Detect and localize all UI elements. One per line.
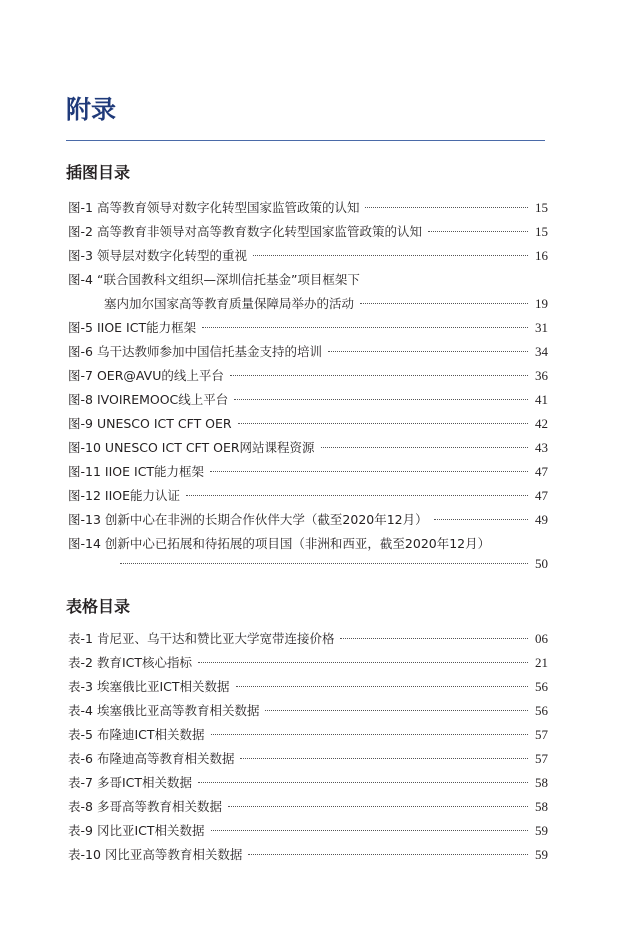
toc-row-table[interactable] [68, 676, 548, 698]
toc-row-table[interactable] [68, 748, 548, 770]
toc-row-figure[interactable] [68, 461, 548, 483]
entry-number: 图-10 [68, 440, 101, 455]
dot-leader [211, 734, 528, 735]
toc-row-figure[interactable] [68, 389, 548, 411]
toc-row-figure[interactable] [68, 341, 548, 363]
entry-title: 高等教育非领导对高等教育数字化转型国家监管政策的认知 [96, 224, 422, 239]
entry-page: 58 [535, 775, 548, 790]
toc-row-table[interactable] [68, 796, 548, 818]
entry-number: 图-11 [68, 464, 101, 479]
entry-title: “联合国教科文组织—深圳信托基金”项目框架下 [96, 272, 360, 287]
toc-row-figure[interactable] [68, 509, 548, 531]
entry-page: 15 [535, 224, 548, 239]
dot-leader [321, 447, 528, 448]
title-rule [66, 140, 545, 141]
entry-page: 41 [535, 392, 548, 407]
toc-row-figure[interactable] [68, 197, 548, 219]
entry-title: 领导层对数字化转型的重视 [96, 248, 247, 263]
dot-leader [234, 399, 528, 400]
dot-leader [228, 806, 528, 807]
toc-row-table[interactable] [68, 844, 548, 866]
dot-leader [328, 351, 528, 352]
entry-number: 图-7 [68, 368, 93, 383]
entry-page: 43 [535, 440, 548, 455]
entry-title: 冈比亚高等教育相关数据 [104, 847, 243, 862]
entry-title: 冈比亚ICT相关数据 [96, 823, 205, 838]
page-title: 附录 [66, 95, 117, 124]
dot-leader [211, 830, 528, 831]
entry-title: 布隆迪ICT相关数据 [96, 727, 205, 742]
entry-page: 50 [535, 556, 548, 571]
entry-title: 教育ICT核心指标 [96, 655, 193, 670]
entry-page: 31 [535, 320, 548, 335]
dot-leader [230, 375, 528, 376]
entry-title: IIOE能力认证 [104, 488, 181, 503]
entry-number: 图-8 [68, 392, 93, 407]
entry-number: 表-4 [68, 703, 93, 718]
entry-number: 图-9 [68, 416, 93, 431]
dot-leader [198, 662, 528, 663]
dot-leader [240, 758, 528, 759]
entry-number: 图-13 [68, 512, 101, 527]
entry-title: 创新中心已拓展和待拓展的项目国（非洲和西亚，截至2020年12月） [104, 536, 491, 551]
entry-title: 乌干达教师参加中国信托基金支持的培训 [96, 344, 322, 359]
entry-number: 图-14 [68, 536, 101, 551]
entry-number: 图-5 [68, 320, 93, 335]
entry-title: IVOIREMOOC线上平台 [96, 392, 229, 407]
entry-title: 埃塞俄比亚高等教育相关数据 [96, 703, 260, 718]
entry-title: IIOE ICT能力框架 [104, 464, 205, 479]
figures-heading: 插图目录 [66, 163, 131, 182]
entry-title: 布隆迪高等教育相关数据 [96, 751, 235, 766]
entry-number: 图-3 [68, 248, 93, 263]
entry-page: 56 [535, 703, 548, 718]
entry-page: 21 [535, 655, 548, 670]
dot-leader [360, 303, 528, 304]
toc-row-table[interactable] [68, 700, 548, 722]
entry-title: UNESCO ICT CFT OER网站课程资源 [104, 440, 315, 455]
entry-title: OER@AVU的线上平台 [96, 368, 224, 383]
toc-row-figure[interactable] [68, 221, 548, 243]
entry-number: 图-4 [68, 272, 93, 287]
entry-number: 表-8 [68, 799, 93, 814]
entry-title: 多哥高等教育相关数据 [96, 799, 222, 814]
entry-number: 表-3 [68, 679, 93, 694]
entry-page: 59 [535, 823, 548, 838]
entry-number: 表-6 [68, 751, 93, 766]
entry-number: 图-2 [68, 224, 93, 239]
dot-leader [365, 207, 528, 208]
entry-page: 49 [535, 512, 548, 527]
entry-number: 表-10 [68, 847, 101, 862]
toc-row-figure[interactable] [68, 365, 548, 387]
entry-page: 58 [535, 799, 548, 814]
dot-leader [428, 231, 528, 232]
toc-row-table[interactable] [68, 772, 548, 794]
toc-row-figure[interactable] [68, 317, 548, 339]
dot-leader [434, 519, 528, 520]
entry-title: 埃塞俄比亚ICT相关数据 [96, 679, 230, 694]
entry-page: 59 [535, 847, 548, 862]
toc-row-table[interactable] [68, 628, 548, 650]
entry-title: 创新中心在非洲的长期合作伙伴大学（截至2020年12月） [104, 512, 428, 527]
dot-leader [340, 638, 528, 639]
dot-leader [236, 686, 528, 687]
toc-row-figure[interactable] [68, 413, 548, 435]
entry-number: 图-6 [68, 344, 93, 359]
toc-row-figure[interactable] [68, 269, 548, 291]
entry-page: 42 [535, 416, 548, 431]
toc-row-figure[interactable] [68, 245, 548, 267]
dot-leader [238, 423, 528, 424]
entry-title: 肯尼亚、乌干达和赞比亚大学宽带连接价格 [96, 631, 335, 646]
entry-number: 表-9 [68, 823, 93, 838]
entry-title: 塞内加尔国家高等教育质量保障局举办的活动 [104, 296, 355, 311]
entry-page: 47 [535, 488, 548, 503]
entry-number: 表-7 [68, 775, 93, 790]
entry-number: 表-1 [68, 631, 93, 646]
dot-leader [186, 495, 528, 496]
entry-title: IIOE ICT能力框架 [96, 320, 197, 335]
toc-row-figure[interactable] [68, 533, 548, 555]
dot-leader [120, 563, 528, 564]
dot-leader [210, 471, 528, 472]
dot-leader [265, 710, 528, 711]
entry-page: 34 [535, 344, 548, 359]
dot-leader [202, 327, 528, 328]
toc-row-table[interactable] [68, 820, 548, 842]
entry-number: 表-5 [68, 727, 93, 742]
dot-leader [248, 854, 528, 855]
entry-page: 47 [535, 464, 548, 479]
toc-row-table[interactable] [68, 652, 548, 674]
toc-row-figure-continuation[interactable] [100, 293, 548, 315]
entry-page: 16 [535, 248, 548, 263]
entry-page: 06 [535, 631, 548, 646]
entry-page: 15 [535, 200, 548, 215]
dot-leader [253, 255, 528, 256]
entry-page: 57 [535, 751, 548, 766]
toc-row-figure[interactable] [68, 485, 548, 507]
entry-title: 多哥ICT相关数据 [96, 775, 193, 790]
entry-title: UNESCO ICT CFT OER [96, 416, 232, 431]
tables-heading: 表格目录 [66, 597, 131, 616]
entry-page: 36 [535, 368, 548, 383]
entry-page: 57 [535, 727, 548, 742]
entry-title: 高等教育领导对数字化转型国家监管政策的认知 [96, 200, 360, 215]
entry-page: 56 [535, 679, 548, 694]
toc-row-figure-continuation[interactable] [110, 553, 548, 575]
entry-page: 19 [535, 296, 548, 311]
dot-leader [198, 782, 528, 783]
entry-number: 图-1 [68, 200, 93, 215]
toc-row-figure[interactable] [68, 437, 548, 459]
entry-number: 图-12 [68, 488, 101, 503]
toc-row-table[interactable] [68, 724, 548, 746]
entry-number: 表-2 [68, 655, 93, 670]
